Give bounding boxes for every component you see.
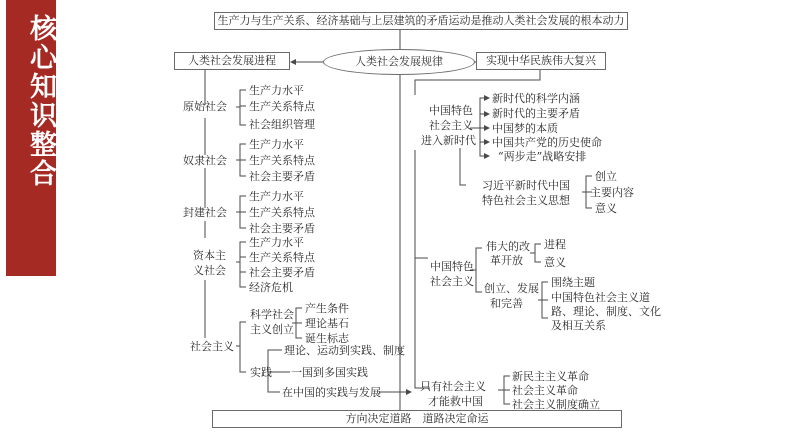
stage-feudal-item: 社会主要矛盾	[249, 222, 315, 235]
xi-thought-label: 习近平新时代中国	[482, 179, 570, 192]
only-socialism-item: 社会主义制度确立	[512, 398, 600, 411]
perfect-item: 围绕主题	[551, 276, 595, 289]
top-banner: 生产力与生产关系、经济基础与上层建筑的矛盾运动是推动人类社会发展的根本动力	[214, 12, 628, 30]
stage-capitalist-label: 义社会	[193, 264, 226, 277]
scientific-socialism-label: 科学社会	[250, 308, 294, 321]
stage-capitalist-item: 社会主要矛盾	[249, 266, 315, 279]
stage-primitive-item: 生产力水平	[249, 84, 304, 97]
scientific-socialism-item: 产生条件	[305, 302, 349, 315]
practice-item: 一国到多国实践	[291, 366, 368, 379]
stage-slave-item: 社会主要矛盾	[249, 170, 315, 183]
perfect-label: 创立、发展	[484, 282, 539, 295]
perfect-label: 和完善	[490, 297, 523, 310]
stage-socialism-label: 社会主义	[190, 340, 234, 353]
right-box-rejuvenation: 实现中华民族伟大复兴	[476, 52, 606, 70]
stage-capitalist-item: 生产力水平	[249, 236, 304, 249]
stage-capitalist-label: 资本主	[193, 249, 226, 262]
scientific-socialism-item: 理论基石	[305, 317, 349, 330]
reform-item: 意义	[544, 256, 566, 269]
xi-thought-item: 主要内容	[590, 186, 634, 199]
only-socialism-item: 社会主义革命	[512, 384, 578, 397]
perfect-item: 路、理论、制度、文化	[551, 305, 661, 318]
perfect-item: 中国特色社会主义道	[551, 291, 650, 304]
reform-label: 革开放	[490, 254, 523, 267]
stage-feudal-item: 生产关系特点	[249, 206, 315, 219]
only-socialism-label: 才能救中国	[428, 395, 483, 408]
new-era-item: 中国共产党的历史使命	[492, 136, 602, 149]
new-era-item: “两步走”战略安排	[498, 150, 587, 163]
stage-capitalist-item: 生产关系特点	[249, 251, 315, 264]
practice-item: 在中国的实践与发展	[282, 386, 381, 399]
new-era-label: 中国特色	[429, 104, 473, 117]
only-socialism-label: 只有社会主义	[420, 380, 486, 393]
stage-feudal-item: 生产力水平	[249, 190, 304, 203]
xi-thought-label: 特色社会主义思想	[482, 194, 570, 207]
stage-slave-label: 奴隶社会	[183, 154, 227, 167]
practice-label: 实践	[250, 366, 272, 379]
stage-primitive-label: 原始社会	[183, 100, 227, 113]
sidebar-title: 核心知识整合	[25, 14, 56, 188]
perfect-item: 及相互关系	[551, 319, 606, 332]
only-socialism-item: 新民主主义革命	[512, 370, 589, 383]
new-era-item: 中国梦的本质	[492, 122, 558, 135]
bottom-box: 方向决定道路 道路决定命运	[212, 410, 622, 428]
stage-slave-item: 生产力水平	[249, 138, 304, 151]
new-era-label: 社会主义	[429, 119, 473, 132]
xi-thought-item: 创立	[595, 170, 617, 183]
stage-capitalist-item: 经济危机	[249, 281, 293, 294]
scientific-socialism-item: 诞生标志	[305, 332, 349, 345]
stage-primitive-item: 社会组织管理	[249, 118, 315, 131]
new-era-item: 新时代的科学内涵	[492, 92, 580, 105]
new-era-label: 进入新时代	[421, 134, 476, 147]
xi-thought-item: 意义	[595, 202, 617, 215]
reform-item: 进程	[544, 238, 566, 251]
scientific-socialism-label: 主义创立	[250, 323, 294, 336]
left-box-history: 人类社会发展进程	[174, 52, 290, 70]
stage-primitive-item: 生产关系特点	[249, 100, 315, 113]
cs-socialism-label: 中国特色	[430, 260, 474, 273]
center-oval: 人类社会发展规律	[323, 49, 475, 75]
stage-feudal-label: 封建社会	[183, 206, 227, 219]
reform-label: 伟大的改	[486, 240, 530, 253]
new-era-item: 新时代的主要矛盾	[492, 107, 580, 120]
practice-item: 理论、运动到实践、制度	[284, 344, 405, 357]
cs-socialism-label: 社会主义	[430, 275, 474, 288]
stage-slave-item: 生产关系特点	[249, 154, 315, 167]
